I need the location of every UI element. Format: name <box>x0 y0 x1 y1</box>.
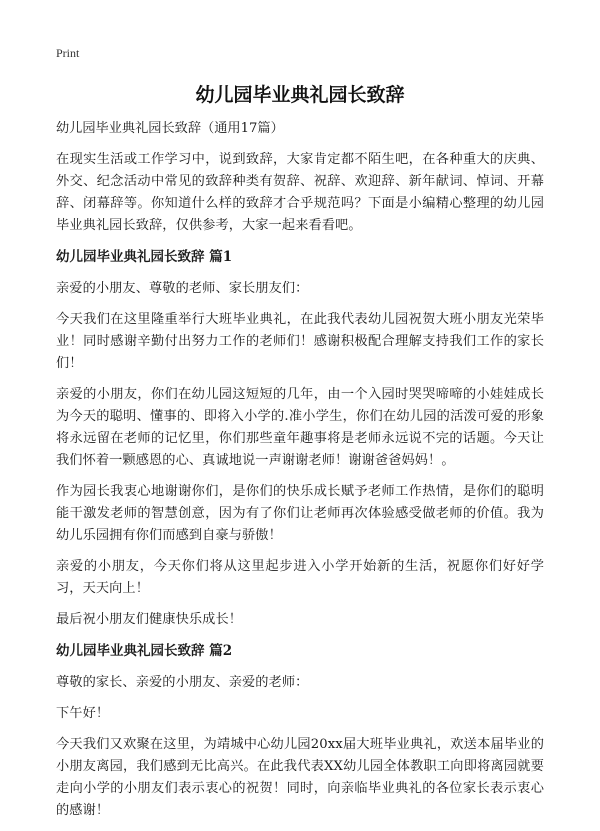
section-paragraph: 今天我们在这里隆重举行大班毕业典礼，在此我代表幼儿园祝贺大班小朋友光荣毕业！同时感谢辛勤付出努力工作的老师们！感谢积极配合理解支持我们工作的家长们！ <box>56 312 544 371</box>
intro-paragraph: 在现实生活或工作学习中，说到致辞，大家肯定都不陌生吧，在各种重大的庆典、外交、纪念活动中常见的致辞种类有贺辞、祝辞、欢迎辞、新年献词、悼词、开幕辞、闭幕辞等。你知道什么样的致辞才合乎规范吗？下面是小编精心整理的幼儿园毕业典礼园长致辞，仅供参考，大家一起来看看吧。 <box>56 152 544 233</box>
section-paragraph: 今天我们又欢聚在这里，为靖城中心幼儿园20xx届大班毕业典礼，欢送本届毕业的小朋友离园，我们感到无比高兴。在此我代表XX幼儿园全体教职工向即将离园就要走向小学的小朋友们表示衷心的祝贺！同时，向亲临毕业典礼的各位家长表示衷心的感谢！ <box>56 737 544 818</box>
section-paragraph: 亲爱的小朋友，今天你们将从这里起步进入小学开始新的生活，祝愿你们好好学习，天天向上！ <box>56 559 544 596</box>
section-heading: 幼儿园毕业典礼园长致辞 篇1 <box>56 249 233 265</box>
page-title: 幼儿园毕业典礼园长致辞 <box>195 84 405 106</box>
section-paragraph: 尊敬的家长、亲爱的小朋友、亲爱的老师： <box>56 675 309 690</box>
article-subtitle: 幼儿园毕业典礼园长致辞（通用17篇） <box>56 121 284 136</box>
section-paragraph: 最后祝小朋友们健康快乐成长！ <box>56 612 243 627</box>
article-body <box>56 118 544 831</box>
section-paragraph: 亲爱的小朋友，你们在幼儿园这短短的几年，由一个入园时哭哭啼啼的小娃娃成长为今天的聪明、懂事的、即将入小学的.准小学生，你们在幼儿园的活泼可爱的形象将永远留在老师的记忆里，你们那些童年趣事将是老师永远说不完的话题。今天让我们怀着一颗感恩的心、真诚地说一声谢谢老师！谢谢爸爸妈妈！。 <box>56 387 544 468</box>
section-heading: 幼儿园毕业典礼园长致辞 篇2 <box>56 643 233 659</box>
section-paragraph: 作为园长我衷心地谢谢你们，是你们的快乐成长赋予老师工作热情，是你们的聪明能干激发老师的智慧创意，因为有了你们让老师再次体验感受做老师的价值。我为幼儿乐园拥有你们而感到自豪与骄傲！ <box>56 484 544 543</box>
section-paragraph: 下午好！ <box>56 706 110 721</box>
print-link[interactable]: Print <box>56 46 80 60</box>
section-paragraph: 亲爱的小朋友、尊敬的老师、家长朋友们： <box>56 281 309 296</box>
